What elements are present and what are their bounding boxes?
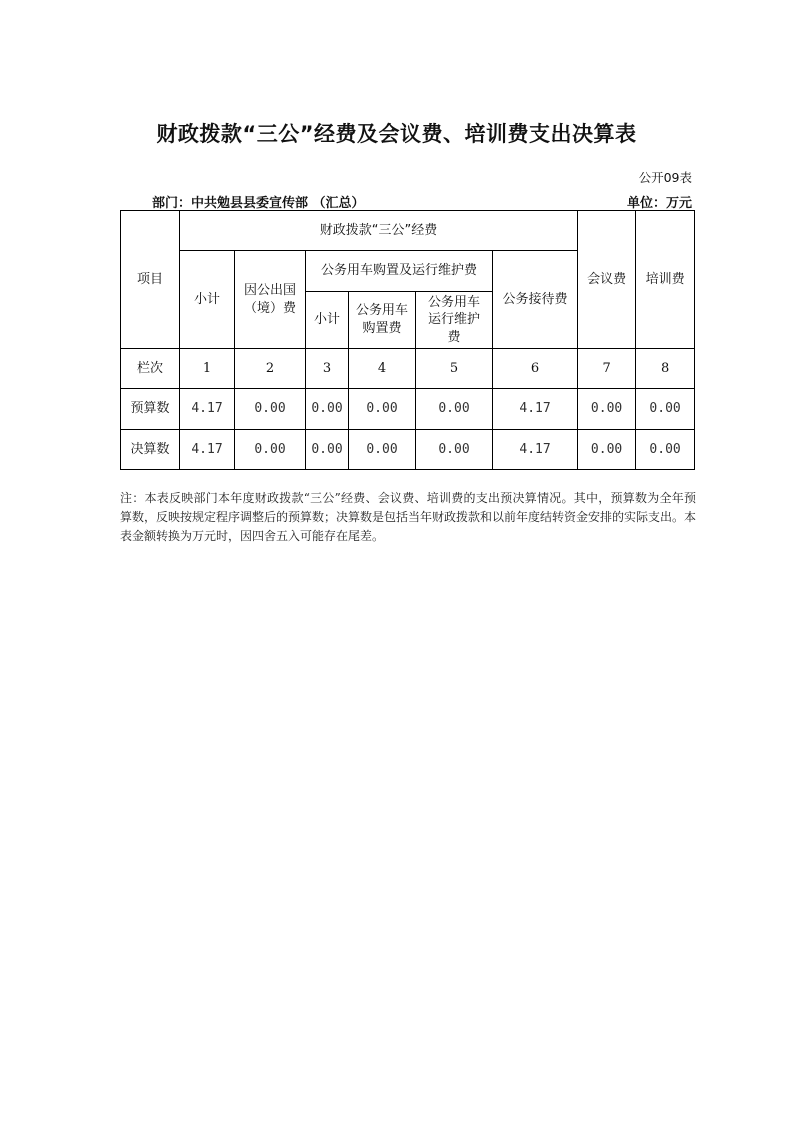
header-vehicle-purchase: 公务用车购置费 [349,292,416,349]
table-cell: 0.00 [235,430,306,470]
header-reception: 公务接待费 [493,251,578,349]
table-cell: 4.17 [493,389,578,430]
table-cell: 0.00 [416,389,493,430]
column-index: 3 [306,349,349,389]
table-cell: 0.00 [636,430,695,470]
column-index: 6 [493,349,578,389]
unit-label: 单位：万元 [626,196,692,211]
table-cell: 0.00 [578,389,636,430]
page-title: 财政拨款“三公”经费及会议费、培训费支出决算表 [156,122,637,146]
header-training: 培训费 [636,211,695,349]
table-cell: 4.17 [493,430,578,470]
column-index: 7 [578,349,636,389]
table-cell: 4.17 [180,430,235,470]
header-sangong-total: 财政拨款“三公”经费 [180,211,578,251]
table-cell: 0.00 [349,389,416,430]
expenditure-table [120,210,695,470]
table-cell: 0.00 [306,430,349,470]
column-index: 5 [416,349,493,389]
table-cell: 4.17 [180,389,235,430]
column-index: 4 [349,349,416,389]
table-cell: 0.00 [306,389,349,430]
table-cell: 0.00 [578,430,636,470]
row-label-final: 决算数 [121,430,180,470]
table-cell: 0.00 [636,389,695,430]
header-vehicle-group: 公务用车购置及运行维护费 [306,251,493,292]
table-row-final [121,430,695,470]
column-index: 2 [235,349,306,389]
footnote: 注：本表反映部门本年度财政拨款“三公”经费、会议费、培训费的支出预决算情况。其中，预算数为全年预算数，反映按规定程序调整后的预算数；决算数是包括当年财政拨款和以前年度结转资金安排的实际支出。本表金额转换为万元时，因四舍五入可能存在尾差。 [120,491,697,543]
header-meeting: 会议费 [578,211,636,349]
header-vehicle-subtotal: 小计 [306,292,349,349]
column-index: 1 [180,349,235,389]
header-vehicle-operation: 公务用车运行维护费 [416,292,493,349]
column-index-row [121,349,695,389]
column-index: 8 [636,349,695,389]
row-label-budget: 预算数 [121,389,180,430]
department-label: 部门：中共勉县县委宣传部 （汇总） [152,196,365,211]
form-number: 公开09表 [638,170,692,185]
header-item: 项目 [121,211,180,349]
column-index-label: 栏次 [121,349,180,389]
table-cell: 0.00 [235,389,306,430]
table-cell: 0.00 [349,430,416,470]
header-subtotal: 小计 [180,251,235,349]
table-cell: 0.00 [416,430,493,470]
header-overseas: 因公出国（境）费 [235,251,306,349]
table-row-budget [121,389,695,430]
